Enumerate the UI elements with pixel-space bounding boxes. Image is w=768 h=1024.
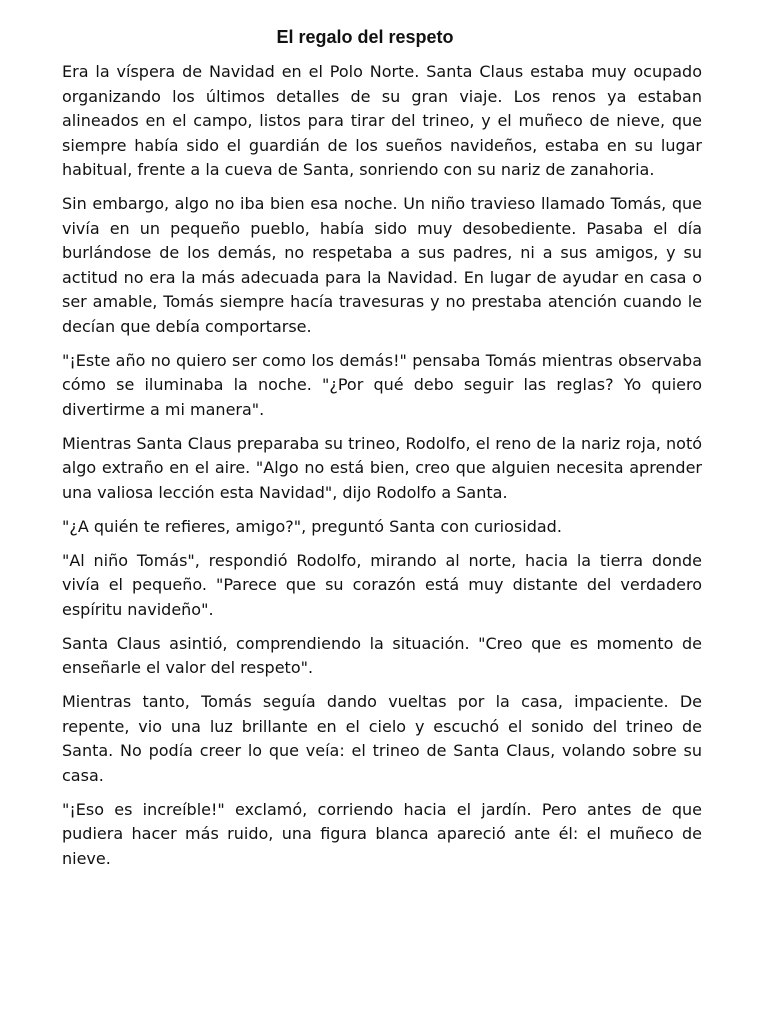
paragraph: "¡Eso es increíble!" exclamó, corriendo hacia el jardín. Pero antes de que pudiera hacer más ruido, una figura blanca apareció ante él: el muñeco de nieve. — [62, 799, 702, 868]
paragraph: Era la víspera de Navidad en el Polo Norte. Santa Claus estaba muy ocupado organizando los últimos detalles de su gran viaje. Los renos ya estaban alineados en el campo, listos para tirar del trineo, y el muñeco de nieve, que siempre había sido el guardián de los sueños navideños, estaba en su lugar habitual, frente a la cueva de Santa, sonriendo con su nariz de zanahoria. — [62, 62, 702, 179]
paragraph: Santa Claus asintió, comprendiendo la situación. "Creo que es momento de enseñarle el valor del respeto". — [62, 633, 702, 677]
paragraph: "Al niño Tomás", respondió Rodolfo, mirando al norte, hacia la tierra donde vivía el pequeño. "Parece que su corazón está muy distante del verdadero espíritu navideño". — [62, 550, 702, 619]
paragraph: Sin embargo, algo no iba bien esa noche. Un niño travieso llamado Tomás, que vivía en un pequeño pueblo, había sido muy desobediente. Pasaba el día burlándose de los demás, no respetaba a sus padres, ni a sus amigos, y su actitud no era la más adecuada para la Navidad. En lugar de ayudar en casa o ser amable, Tomás siempre hacía travesuras y no prestaba atención cuando le decían que debía comportarse. — [62, 194, 702, 336]
paragraph: "¿A quién te refieres, amigo?", preguntó Santa con curiosidad. — [62, 516, 562, 536]
document-body — [62, 60, 702, 881]
paragraph: "¡Este año no quiero ser como los demás!" pensaba Tomás mientras observaba cómo se iluminaba la noche. "¿Por qué debo seguir las reglas? Yo quiero divertirme a mi manera". — [62, 350, 702, 419]
paragraph: Mientras Santa Claus preparaba su trineo, Rodolfo, el reno de la nariz roja, notó algo extraño en el aire. "Algo no está bien, creo que alguien necesita aprender una valiosa lección esta Navidad", dijo Rodolfo a Santa. — [62, 433, 702, 502]
document-title: El regalo del respeto — [276, 27, 454, 47]
paragraph: Mientras tanto, Tomás seguía dando vueltas por la casa, impaciente. De repente, vio una luz brillante en el cielo y escuchó el sonido del trineo de Santa. No podía creer lo que veía: el trineo de Santa Claus, volando sobre su casa. — [62, 692, 702, 785]
